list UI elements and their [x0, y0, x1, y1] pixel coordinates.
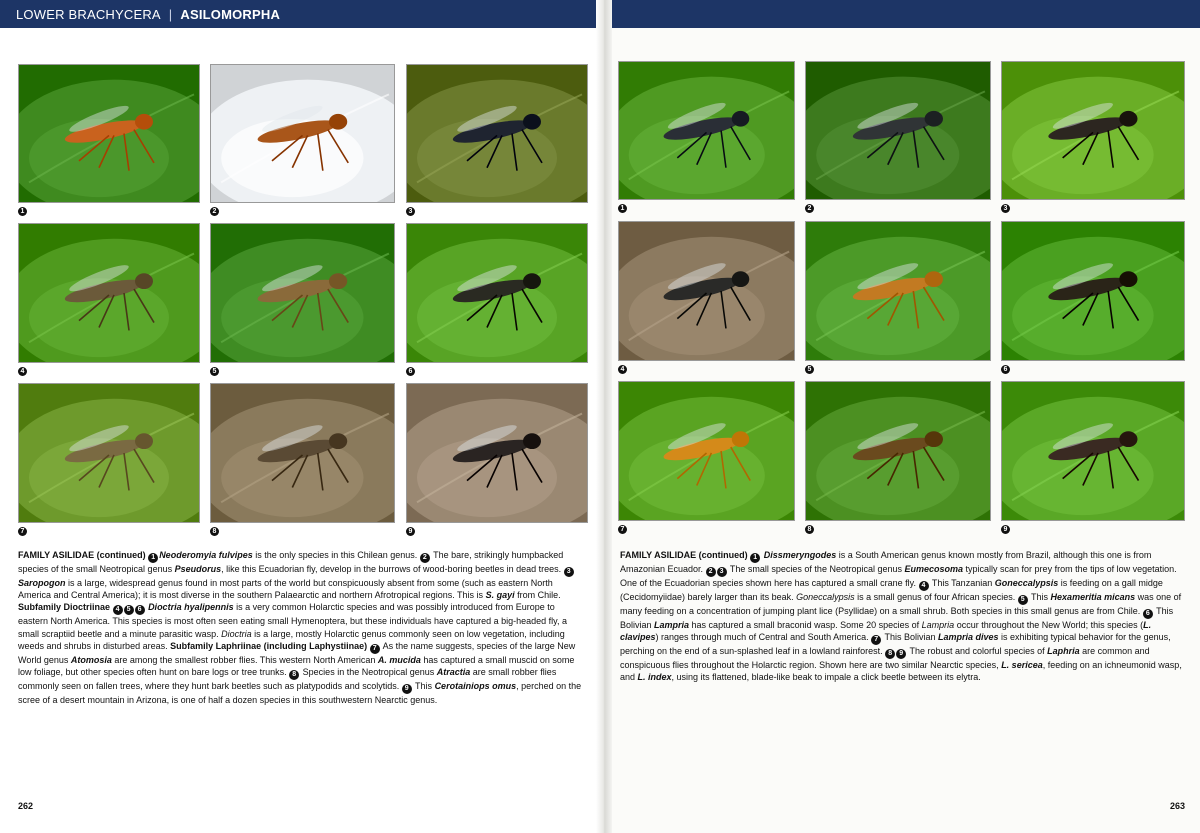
caption-text: has captured a small muscid on some low foliage, but other species often hunt on bare logs or tree trunks.	[18, 654, 575, 678]
caption-text: is a South American genus known mostly from Brazil, although this one is from Amazonian Ecuador.	[620, 550, 1152, 574]
caption-text: occur throughout the New World; this species (	[954, 620, 1144, 630]
caption-taxon: Lampria	[921, 620, 955, 630]
insect-photo-1	[18, 64, 200, 203]
caption-text: The robust and colorful species of	[907, 646, 1048, 657]
page-header-bar-right	[604, 0, 1200, 28]
photo-number-8: 8	[210, 527, 219, 536]
caption-taxon: A. mucida	[377, 654, 421, 665]
caption-taxon: L. index	[637, 672, 672, 683]
caption-taxon: Lampria	[654, 620, 690, 630]
photo-number-5: 5	[805, 365, 814, 374]
insect-photo-3	[1001, 61, 1185, 200]
insect-photo-7	[18, 383, 200, 523]
caption-marker-3: 3	[717, 567, 727, 577]
caption-taxon: Lampria dives	[938, 632, 999, 643]
caption-taxon: Goneccalypsis	[796, 592, 855, 602]
caption-taxon: Dissmeryngodes	[763, 550, 837, 560]
caption-taxon: Pseudorus	[174, 564, 222, 574]
caption-text: This	[412, 681, 435, 692]
insect-photo-2	[805, 61, 991, 200]
caption-subfamily: Subfamily Dioctriinae	[18, 602, 111, 613]
photo-number-2: 2	[210, 207, 219, 216]
caption-text: The small species of the Neotropical genus	[727, 564, 905, 574]
caption-text: was one of many feeding on a concentration of jumping plant lice (Psyllidae) on a small shrub. Both species in this small genus are from Chile.	[620, 592, 1182, 616]
insect-photo-8	[210, 383, 395, 523]
photo-number-4: 4	[618, 365, 627, 374]
caption-text: , feeding on an ichneumonid wasp, and	[620, 660, 1182, 683]
caption-marker-8: 8	[885, 649, 895, 659]
photo-number-9: 9	[1001, 525, 1010, 534]
caption-marker-7: 7	[370, 644, 380, 654]
caption-taxon: L. sericea	[1001, 660, 1043, 671]
caption-text: typically scan for prey from the tips of low vegetation. One of the Ecuadorian species shown here has captured a small crane fly.	[620, 564, 1177, 588]
caption-taxon: Hexameritia micans	[1050, 592, 1136, 602]
photo-number-2: 2	[805, 204, 814, 213]
insect-photo-8	[805, 381, 991, 521]
left-caption	[18, 549, 586, 706]
caption-text: is a small genus of four African species.	[854, 592, 1018, 602]
right-page	[604, 0, 1200, 833]
caption-text: is a large, mostly Holarctic genus commonly seen on low vegetation, including weeds and shrubs in disturbed areas.	[18, 628, 565, 651]
photo-number-4: 4	[18, 367, 27, 376]
caption-text: This	[1028, 592, 1051, 602]
insect-photo-6	[406, 223, 588, 363]
caption-marker-4: 4	[919, 581, 929, 591]
caption-text: is feeding on a gall midge (Cecidomyiidae) barely larger than its beak.	[620, 578, 1163, 602]
caption-taxon: Laphria	[1047, 646, 1080, 657]
running-head	[16, 7, 280, 22]
insect-photo-4	[618, 221, 795, 361]
caption-marker-1: 1	[148, 553, 158, 563]
photo-number-6: 6	[406, 367, 415, 376]
caption-text: This Bolivian	[882, 632, 939, 643]
caption-text: , like this Ecuadorian fly, develop in the burrows of wood-boring beetles in dead trees.	[221, 564, 564, 574]
right-caption	[620, 549, 1182, 684]
caption-taxon: Cerotainiops omus	[434, 681, 517, 692]
running-head-section: ASILOMORPHA	[180, 7, 281, 22]
caption-marker-4: 4	[113, 605, 123, 615]
photo-number-3: 3	[1001, 204, 1010, 213]
caption-text: is a very common Holarctic species and was possibly introduced from Europe to eastern North America. This species is most often seen eating small Hymenoptera, but these individuals have captured a big-headed fly, a small scraptiid beetle and a minute parasitic wasp.	[18, 602, 567, 639]
caption-text: is the only species in this Chilean genus.	[252, 550, 420, 560]
caption-text: from Chile.	[514, 590, 561, 601]
caption-family-title: FAMILY ASILIDAE (continued)	[620, 550, 748, 560]
caption-marker-8: 8	[289, 670, 299, 680]
book-gutter	[596, 0, 612, 833]
caption-text: As the name suggests, species of the large New World genus	[18, 640, 576, 665]
caption-family-title: FAMILY ASILIDAE (continued)	[18, 550, 146, 560]
photo-number-1: 1	[18, 207, 27, 216]
caption-marker-6: 6	[135, 605, 145, 615]
caption-text: This Tanzanian	[929, 578, 995, 588]
insect-photo-6	[1001, 221, 1185, 361]
caption-taxon: Saropogon	[18, 578, 66, 588]
photo-number-6: 6	[1001, 365, 1010, 374]
caption-subfamily: Subfamily Laphriinae (including Laphystiinae)	[170, 640, 368, 651]
caption-text: is a large, widespread genus found in most parts of the world but conspicuously absent from some (such as eastern North America and Central America); it is most diverse in the southern Palaearctic and northern Afrotropical regions. This is	[18, 578, 553, 601]
insect-photo-9	[406, 383, 588, 523]
insect-photo-5	[210, 223, 395, 363]
photo-number-8: 8	[805, 525, 814, 534]
caption-marker-2: 2	[706, 567, 716, 577]
insect-photo-1	[618, 61, 795, 200]
caption-taxon: Goneccalypsis	[994, 578, 1059, 588]
photo-number-1: 1	[618, 204, 627, 213]
running-head-separator: |	[168, 7, 173, 22]
caption-text: This Bolivian	[620, 606, 1174, 630]
caption-taxon: Dioctria hyalipennis	[148, 602, 234, 613]
caption-text: , perched on the scree of a desert mountain in Arizona, is one of half a dozen species in this southwestern Nearctic genus.	[18, 681, 582, 706]
caption-marker-9: 9	[402, 684, 412, 694]
caption-text: , using its flattened, blade-like beak to impale a click beetle between its elytra.	[671, 672, 981, 683]
page-number-left: 262	[18, 801, 34, 811]
caption-marker-9: 9	[896, 649, 906, 659]
caption-taxon: Neoderomyia fulvipes	[159, 550, 253, 560]
caption-marker-1: 1	[750, 553, 760, 563]
page-header-bar	[0, 0, 604, 28]
caption-text: are common and conspicuous flies throughout the Holarctic region. Shown here are two similar Nearctic species,	[620, 646, 1150, 671]
insect-photo-7	[618, 381, 795, 521]
caption-taxon: S. gayi	[485, 590, 515, 601]
photo-number-3: 3	[406, 207, 415, 216]
insect-photo-2	[210, 64, 395, 203]
caption-taxon: Atomosia	[70, 654, 112, 665]
caption-text: ) ranges through much of Central and South America.	[655, 632, 872, 643]
caption-taxon: Eumecosoma	[904, 564, 964, 574]
running-head-category: LOWER BRACHYCERA	[16, 7, 161, 22]
insect-photo-3	[406, 64, 588, 203]
insect-photo-5	[805, 221, 991, 361]
caption-marker-7: 7	[871, 635, 881, 645]
caption-taxon: Dioctria	[221, 628, 252, 639]
caption-text: The bare, strikingly humpbacked species of the small Neotropical genus	[18, 550, 564, 574]
caption-text: is exhibiting typical behavior for the genus, perching on the end of a sun-splashed leaf in a lowland rainforest.	[620, 632, 1171, 657]
photo-number-5: 5	[210, 367, 219, 376]
caption-taxon: Atractia	[436, 667, 471, 678]
caption-text: Species in the Neotropical genus	[300, 667, 437, 678]
caption-text: has captured a small braconid wasp. Some 20 species of	[689, 620, 922, 630]
caption-text: are among the smallest robber flies. This western North American	[111, 654, 378, 665]
caption-text: are small robber flies commonly seen on fallen trees, where they hunt bark beetles such as platypodids and scolytids.	[18, 667, 557, 692]
caption-marker-5: 5	[124, 605, 134, 615]
insect-photo-4	[18, 223, 200, 363]
caption-marker-5: 5	[1018, 595, 1028, 605]
caption-marker-3: 3	[564, 567, 574, 577]
photo-number-9: 9	[406, 527, 415, 536]
caption-marker-6: 6	[1143, 609, 1153, 619]
caption-taxon: L. clavipes	[620, 620, 1152, 643]
photo-number-7: 7	[618, 525, 627, 534]
page-number-right: 263	[1170, 801, 1186, 811]
caption-marker-2: 2	[420, 553, 430, 563]
photo-number-7: 7	[18, 527, 27, 536]
insect-photo-9	[1001, 381, 1185, 521]
